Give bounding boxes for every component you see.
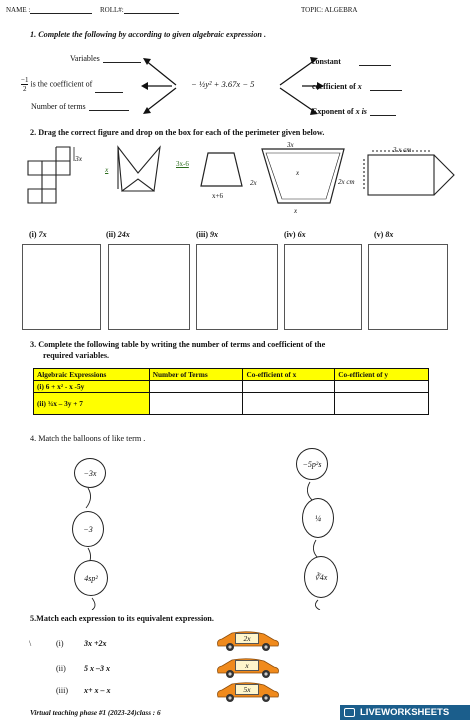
- q2-fig4-left-label: 2x: [250, 179, 257, 187]
- table-header-cell: Algebraic Expressions: [34, 369, 150, 381]
- car-1-label: 2x: [235, 633, 259, 644]
- q1-constant-blank[interactable]: [359, 58, 391, 66]
- q2-fig1-label: 3x: [75, 154, 83, 163]
- car-3[interactable]: [214, 681, 282, 703]
- car-1[interactable]: [214, 630, 282, 652]
- balloon-right-3[interactable]: ∛4x: [304, 556, 338, 598]
- q5-item-1-num: (i): [56, 639, 64, 648]
- table-input-cell[interactable]: [149, 381, 243, 393]
- q1-constant-label: constant: [312, 57, 391, 66]
- balloon-right-2[interactable]: ¼: [302, 498, 334, 538]
- q4-title: 4. Match the balloons of like term .: [30, 434, 146, 443]
- table-input-cell[interactable]: [335, 393, 429, 415]
- q2-drop-box-3[interactable]: [196, 244, 278, 330]
- q2-drop-box-2[interactable]: [108, 244, 190, 330]
- q2-figure-3[interactable]: [198, 150, 246, 190]
- q2-fig5-left-label: 2x cm: [338, 178, 355, 186]
- table-row-label: (ii) ¾x – 3y + 7: [34, 393, 150, 415]
- balloon-right-1[interactable]: −5p²s: [296, 448, 328, 480]
- table-row: [34, 393, 429, 415]
- q1-expression: − ½y² + 3.67x − 5: [191, 79, 255, 89]
- q2-option-2-label: (ii) 24x: [106, 230, 130, 239]
- table-input-cell[interactable]: [243, 393, 335, 415]
- q2-drop-box-5[interactable]: [368, 244, 448, 330]
- q2-fig5-top-label: 3 x cm: [393, 146, 412, 154]
- q1-terms-label: Number of terms: [31, 102, 129, 111]
- q1-coef-x-label: coefficient of x: [312, 82, 402, 91]
- q2-fig4-top-label: 3x: [287, 141, 294, 149]
- q5-item-2-expr: 5 x –3 x: [84, 664, 110, 673]
- q1-arrows: [140, 55, 470, 120]
- q2-fig3-bottom-label: x+6: [212, 192, 223, 200]
- name-label: NAME :: [6, 6, 92, 14]
- liveworksheets-icon: [344, 708, 355, 717]
- q2-figure-1[interactable]: [26, 143, 88, 205]
- q1-coefficient-label: $\frac{-1}{2}$ is the coefficient of: [21, 76, 123, 93]
- q2-option-5-label: (v) 8x: [374, 230, 394, 239]
- car-2[interactable]: [214, 657, 282, 679]
- q2-fig3-top-label: 3x-6: [176, 160, 189, 168]
- q1-exponent-label: Exponent of x is: [312, 107, 396, 116]
- q2-option-4-label: (iv) 6x: [284, 230, 306, 239]
- table-input-cell[interactable]: [243, 381, 335, 393]
- q1-exponent-blank[interactable]: [370, 108, 396, 116]
- q2-option-1-label: (i) 7x: [29, 230, 47, 239]
- topic-label: TOPIC: ALGEBRA: [301, 6, 358, 14]
- table-header-cell: Co-efficient of x: [243, 369, 335, 381]
- q5-item-3-num: (iii): [56, 686, 68, 695]
- q2-figure-2[interactable]: [110, 143, 168, 195]
- balloon-left-1[interactable]: −3x: [74, 458, 106, 488]
- table-header-cell: Co-efficient of y: [335, 369, 429, 381]
- q1-title: 1. Complete the following by according to given algebraic expression .: [30, 30, 267, 39]
- q1-variables-label: Variables: [70, 54, 141, 63]
- q5-marker: \: [29, 639, 32, 648]
- q5-item-1-expr: 3x +2x: [84, 639, 107, 648]
- q1-coefficient-blank[interactable]: [95, 85, 123, 93]
- q2-fig2-label: x: [105, 165, 109, 174]
- q2-fig4-mid-label: x: [296, 169, 300, 177]
- table-row: [34, 381, 429, 393]
- footer-text: Virtual teaching phase #1 (2023-24)class : 6: [30, 709, 161, 717]
- q5-title: 5.Match each expression to its equivalent expression.: [30, 614, 214, 623]
- q3-title-line-1: 3. Complete the following table by writing the number of terms and coefficient of the: [30, 340, 326, 349]
- q1-terms-blank[interactable]: [89, 103, 129, 111]
- q2-drop-box-1[interactable]: [22, 244, 101, 330]
- q3-table: [33, 368, 429, 415]
- q3-title-line-2: required variables.: [43, 351, 110, 360]
- table-input-cell[interactable]: [335, 381, 429, 393]
- table-header-row: [34, 369, 429, 381]
- q2-option-3-label: (iii) 9x: [196, 230, 218, 239]
- balloon-left-3[interactable]: 4sp²: [74, 560, 108, 596]
- q5-item-3-expr: x+ x – x: [84, 686, 111, 695]
- q2-fig4-bottom-label: x: [294, 207, 298, 215]
- q2-figure-4[interactable]: [256, 143, 351, 215]
- table-input-cell[interactable]: [149, 393, 243, 415]
- q1-variables-blank[interactable]: [103, 55, 141, 63]
- q2-drop-box-4[interactable]: [284, 244, 362, 330]
- table-header-cell: Number of Terms: [149, 369, 243, 381]
- q5-item-2-num: (ii): [56, 664, 66, 673]
- car-3-label: 5x: [235, 684, 259, 695]
- q1-coef-x-blank[interactable]: [370, 83, 402, 91]
- balloon-left-2[interactable]: −3: [72, 511, 104, 547]
- q4-balloon-strings: [0, 440, 474, 610]
- car-2-label: x: [235, 660, 259, 671]
- roll-label: ROLL#:: [100, 6, 179, 14]
- liveworksheets-logo: LIVEWORKSHEETS: [340, 705, 470, 720]
- table-row-label: (i) 6 + x² - x -5y: [34, 381, 150, 393]
- q2-title: 2. Drag the correct figure and drop on the box for each of the perimeter given below.: [30, 128, 325, 137]
